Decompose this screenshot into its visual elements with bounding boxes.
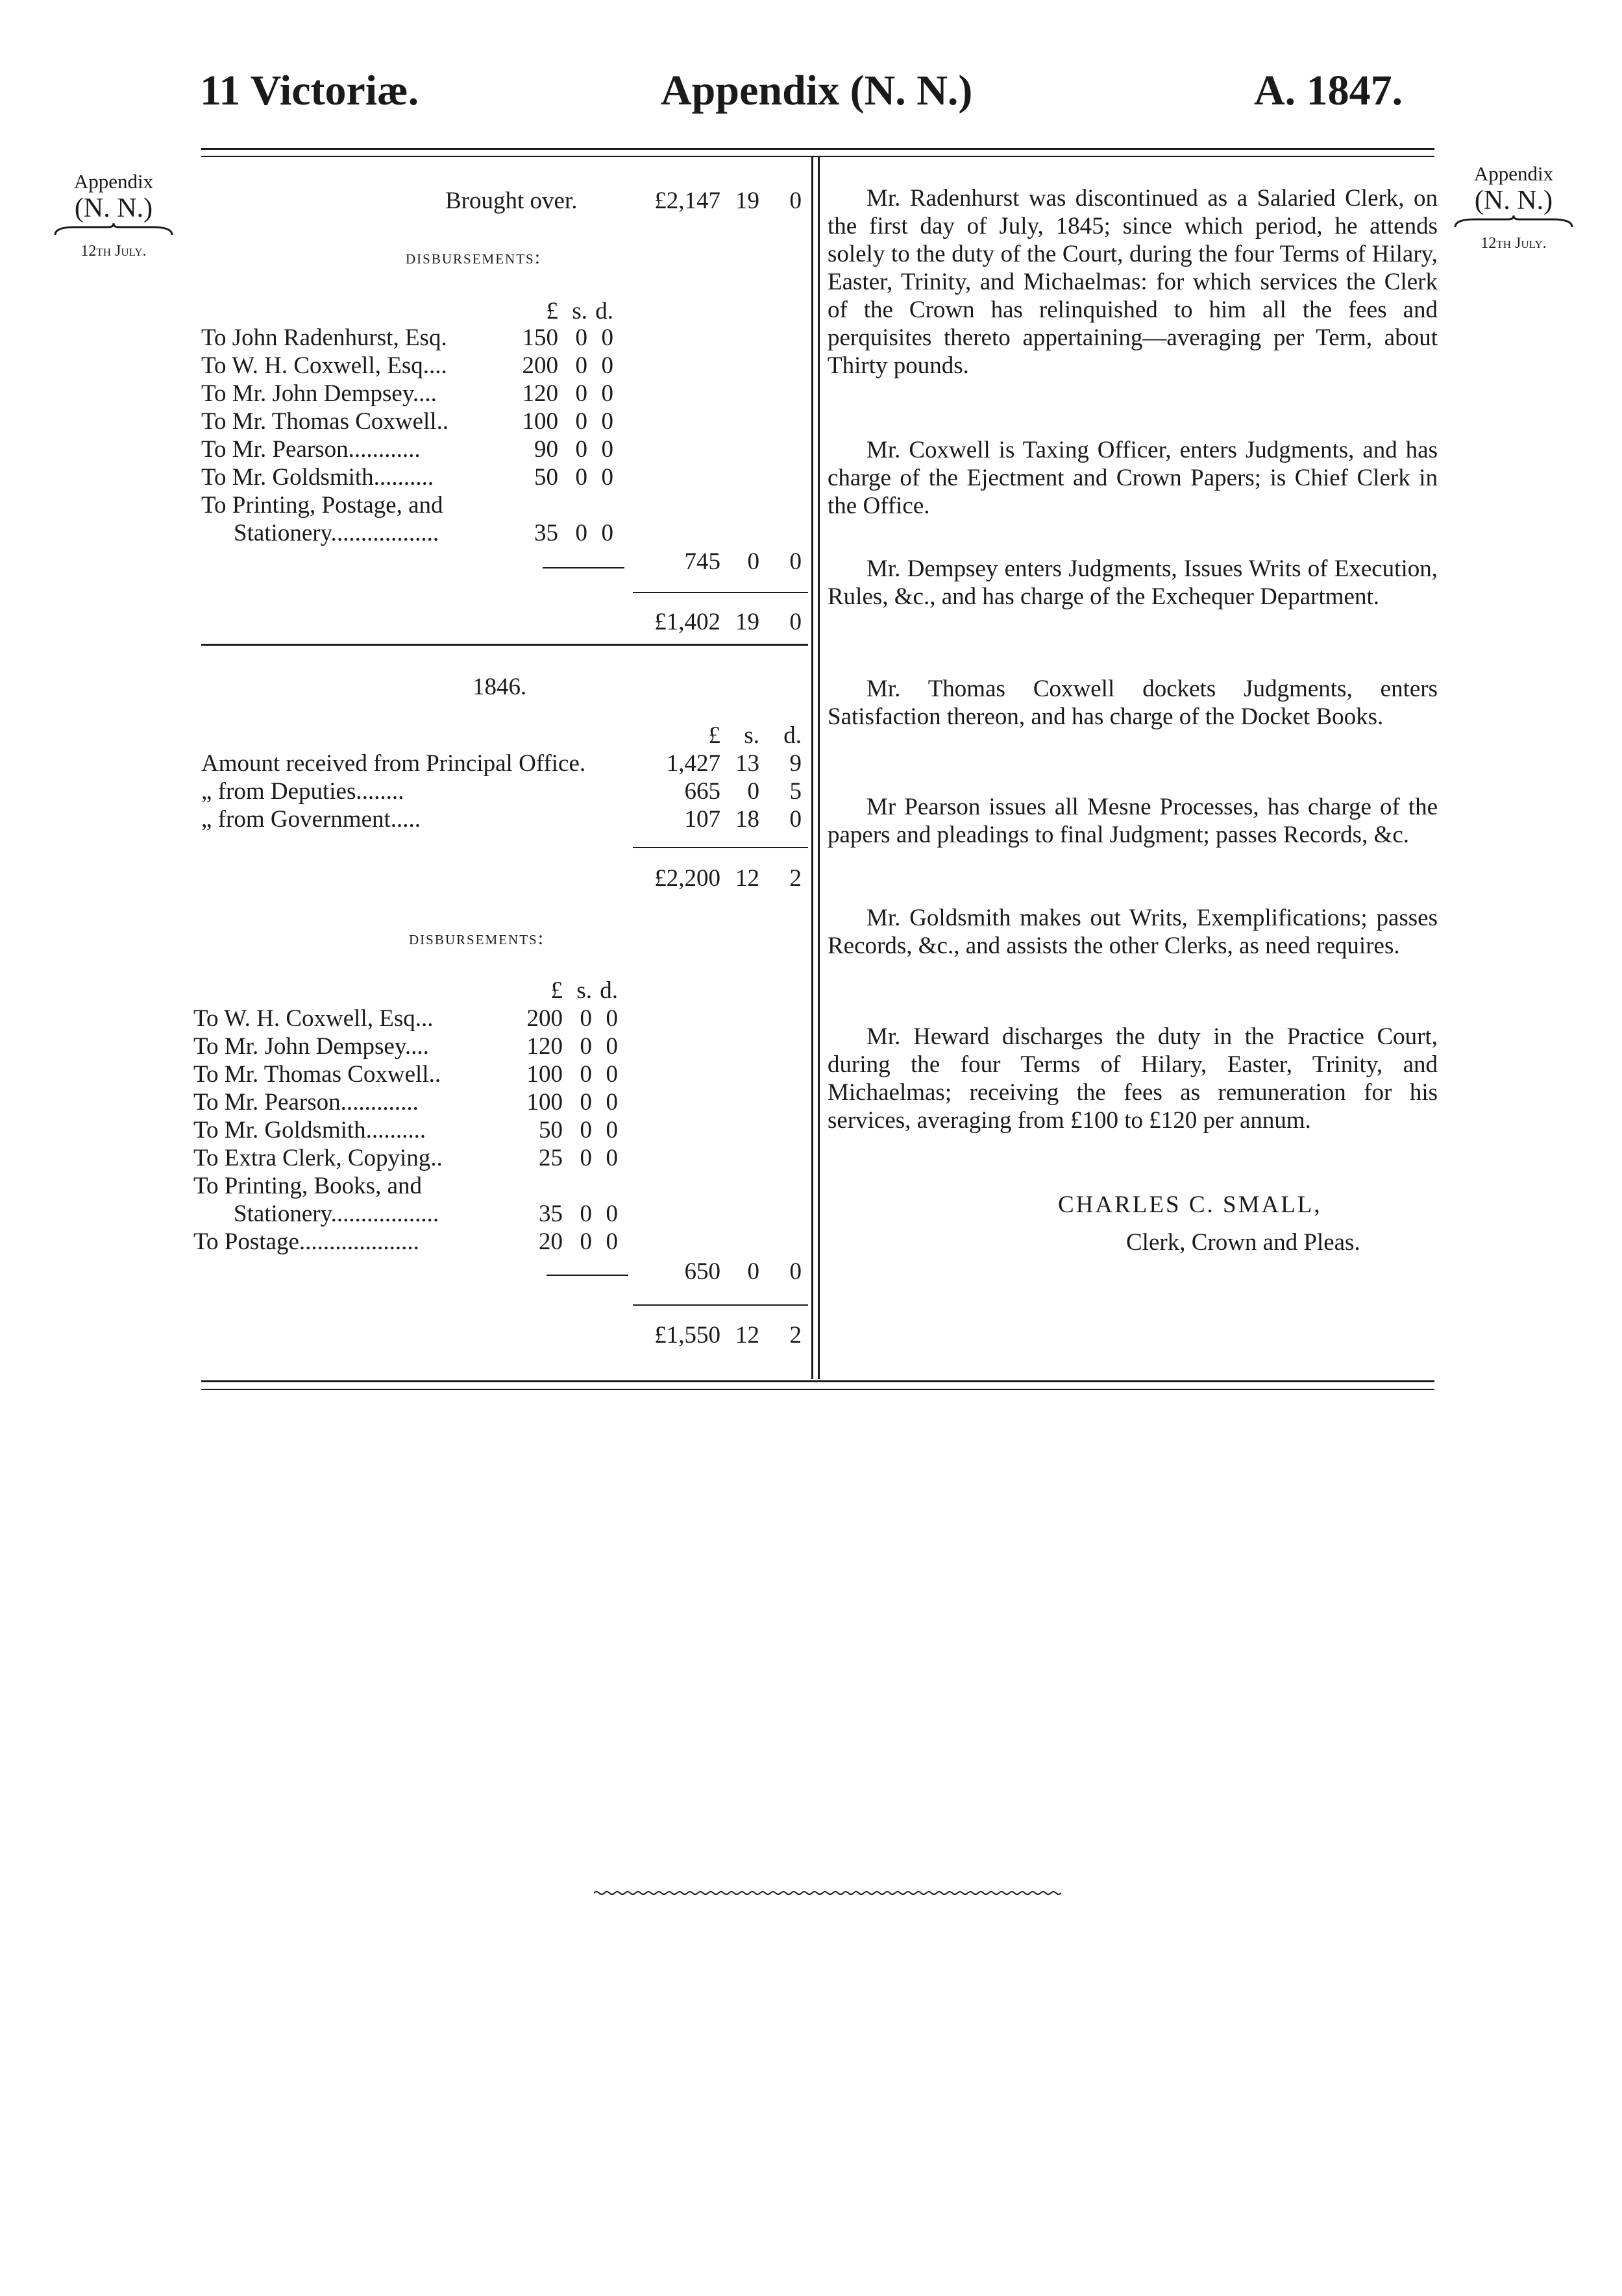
disbursement-1845-shillings: 0 [575, 520, 587, 546]
year-1846: 1846. [473, 674, 527, 700]
disbursement-1846-name: To Mr. Pearson............. [193, 1089, 419, 1116]
disbursement-1845-pence: 0 [601, 520, 613, 546]
receipt-1846-pounds: 107 [684, 806, 720, 833]
disbursement-1845-pence: 0 [601, 408, 613, 435]
margin-brace-icon-right [1449, 215, 1579, 230]
margin-date-label-right: 12th July. [1481, 235, 1547, 252]
column-divider-1 [811, 156, 813, 1379]
disbursement-1846-name: To Extra Clerk, Copying.. [193, 1145, 443, 1171]
disbursement-1846-shillings: 0 [580, 1089, 592, 1116]
receipts-total-pence-1846: 2 [789, 865, 802, 892]
disbursements-heading-1846: disbursements: [409, 927, 545, 949]
balance-rule-1845 [633, 592, 808, 593]
disbursement-1845-name: To John Radenhurst, Esq. [201, 324, 447, 351]
receipt-1846-pounds: 665 [684, 778, 720, 805]
disbursement-1845-pounds: 35 [534, 520, 558, 546]
disbursement-1845-shillings: 0 [575, 352, 587, 379]
col-head-pence-1846b: d. [600, 977, 618, 1004]
brought-over-pence: 0 [789, 188, 802, 214]
paragraph-pearson: Mr Pearson issues all Mesne Processes, has charge of the papers and pleadings to final Judgment; passes Records, &c. [828, 794, 1438, 848]
paragraph-thomas-coxwell: Mr. Thomas Coxwell dockets Judgments, enters Satisfaction thereon, and has charge of the Docket Books. [828, 676, 1438, 730]
section-rule-1845 [201, 644, 808, 646]
disbursement-1846-name: To Mr. Thomas Coxwell.. [193, 1061, 441, 1088]
receipt-1846-shillings: 0 [747, 778, 759, 805]
bottom-rule-2 [201, 1389, 1434, 1390]
disbursement-1846-pence: 0 [606, 1005, 618, 1032]
disbursement-1845-shillings: 0 [575, 324, 587, 351]
disbursement-1846-pounds: 120 [526, 1033, 563, 1060]
disbursement-1846-shillings: 0 [580, 1145, 592, 1171]
subtotal-rule-1845 [543, 567, 624, 568]
balance-shillings-1846: 12 [735, 1322, 759, 1349]
signature-name: CHARLES C. SMALL, [1058, 1191, 1322, 1218]
subtotal-rule-1846 [547, 1275, 628, 1276]
disbursement-1845-pounds: 150 [522, 324, 558, 351]
disbursement-1846-name: To W. H. Coxwell, Esq... [193, 1005, 434, 1032]
disbursement-1846-name: To Mr. John Dempsey.... [193, 1033, 429, 1060]
disbursement-1845-pence: 0 [601, 464, 613, 491]
paragraph-heward: Mr. Heward discharges the duty in the Practice Court, during the four Terms of Hilary, Easter, Trinity, and Michaelmas; receiving the fees as remuneration for his services, averaging from £100 to £120 per annum. [828, 1023, 1438, 1134]
paragraph-goldsmith: Mr. Goldsmith makes out Writs, Exemplifications; passes Records, &c., and assists the other Clerks, as need requires. [828, 905, 1438, 959]
margin-appendix-label: Appendix [73, 170, 154, 193]
margin-brace-icon [49, 223, 178, 238]
col-head-pounds-1846b: £ [550, 977, 563, 1004]
top-rule-1 [201, 148, 1434, 150]
disbursement-1845-name: Stationery.................. [234, 520, 439, 546]
bottom-rule-1 [201, 1380, 1434, 1382]
receipt-1846-shillings: 18 [735, 806, 759, 833]
disbursement-1846-shillings: 0 [580, 1061, 592, 1088]
receipts-total-pounds-1846: £2,200 [654, 865, 720, 892]
disbursement-1846-pence: 0 [606, 1061, 618, 1088]
receipt-1846-pence: 9 [789, 750, 802, 777]
disbursement-1846-shillings: 0 [580, 1117, 592, 1143]
disbursement-1845-pounds: 120 [522, 380, 558, 407]
disbursement-1846-pounds: 100 [526, 1089, 563, 1116]
col-head-pence-1845: d. [595, 298, 613, 324]
disbursement-1846-pence: 0 [606, 1117, 618, 1143]
disbursement-1845-shillings: 0 [575, 464, 587, 491]
disbursement-1845-pence: 0 [601, 380, 613, 407]
disbursement-1846-pounds: 50 [539, 1117, 563, 1143]
receipt-1846-pence: 5 [789, 778, 802, 805]
disbursement-1845-pounds: 200 [522, 352, 558, 379]
brought-over-label: Brought over. [445, 188, 578, 214]
balance-rule-1846 [633, 1304, 808, 1306]
receipt-1846-pounds: 1,427 [666, 750, 720, 777]
margin-date-label: 12th July. [80, 243, 147, 260]
receipt-1846-name: „ from Deputies........ [201, 778, 404, 805]
disbursement-1846-name: Stationery.................. [234, 1201, 439, 1227]
disbursement-1845-name: To Mr. Pearson............ [201, 436, 421, 463]
col-head-shillings-1846b: s. [576, 977, 592, 1004]
disbursement-1845-shillings: 0 [575, 380, 587, 407]
column-divider-2 [818, 156, 820, 1379]
brought-over-shillings: 19 [735, 188, 759, 214]
disbursement-1846-name: To Postage.................... [193, 1228, 419, 1255]
disb-total-shillings-1845: 0 [747, 548, 759, 575]
disb-total-pounds-1845: 745 [684, 548, 720, 575]
margin-note-left [49, 170, 178, 262]
balance-pounds-1845: £1,402 [654, 609, 720, 635]
disbursement-1845-shillings: 0 [575, 408, 587, 435]
disbursement-1845-pence: 0 [601, 436, 613, 463]
disbursement-1846-shillings: 0 [580, 1005, 592, 1032]
col-head-pounds-1845: £ [546, 298, 558, 324]
disbursement-1845-pence: 0 [601, 352, 613, 379]
receipt-1846-name: Amount received from Principal Office. [201, 750, 586, 777]
balance-shillings-1845: 19 [735, 609, 759, 635]
disb-total-pence-1846: 0 [789, 1258, 802, 1285]
disb-total-pence-1845: 0 [789, 548, 802, 575]
disbursement-1846-pence: 0 [606, 1033, 618, 1060]
col-head-shillings-1845: s. [572, 298, 587, 324]
disbursement-1846-pence: 0 [606, 1145, 618, 1171]
disbursement-1846-pounds: 200 [526, 1005, 563, 1032]
receipt-1846-name: „ from Government..... [201, 806, 421, 833]
disbursement-1846-name: To Mr. Goldsmith.......... [193, 1117, 426, 1143]
decorative-wavy-rule [594, 1890, 1061, 1896]
receipt-1846-pence: 0 [789, 806, 802, 833]
disbursement-1846-pounds: 20 [539, 1228, 563, 1255]
disbursement-1845-name: To Printing, Postage, and [201, 492, 443, 519]
disbursement-1845-name: To Mr. John Dempsey.... [201, 380, 437, 407]
balance-pence-1845: 0 [789, 609, 802, 635]
balance-pounds-1846: £1,550 [654, 1322, 720, 1349]
col-head-shillings-1846a: s. [744, 722, 759, 749]
disbursement-1846-pence: 0 [606, 1201, 618, 1227]
signature-title: Clerk, Crown and Pleas. [1126, 1229, 1360, 1256]
margin-nn-label-right: (N. N.) [1474, 186, 1553, 215]
receipts-rule-1846 [633, 847, 808, 848]
disbursement-1845-shillings: 0 [575, 436, 587, 463]
header-right: A. 1847. [1254, 67, 1403, 114]
receipt-1846-shillings: 13 [735, 750, 759, 777]
disbursement-1845-pounds: 90 [534, 436, 558, 463]
brought-over-pounds: £2,147 [654, 188, 720, 214]
margin-appendix-label-right: Appendix [1473, 162, 1554, 185]
disb-total-pounds-1846: 650 [684, 1258, 720, 1285]
disbursement-1846-pounds: 35 [539, 1201, 563, 1227]
disbursement-1846-shillings: 0 [580, 1228, 592, 1255]
disbursements-heading-1845: disbursements: [406, 247, 542, 268]
disbursement-1846-pence: 0 [606, 1089, 618, 1116]
header-left: 11 Victoriæ. [200, 67, 419, 114]
disbursement-1846-shillings: 0 [580, 1033, 592, 1060]
disbursement-1846-pence: 0 [606, 1228, 618, 1255]
paragraph-radenhurst: Mr. Radenhurst was discontinued as a Salaried Clerk, on the first day of July, 1845; since which period, he attends solely to the duty of the Court, during the four Terms of Hilary, Easter, Trinity, and Michaelmas: for which services the Clerk of the Crown has relinquished to him all the fees and perquisites thereto appertaining—averaging per Term, about Thirty pounds. [828, 185, 1438, 379]
disbursement-1846-shillings: 0 [580, 1201, 592, 1227]
margin-nn-label: (N. N.) [74, 193, 153, 223]
disb-total-shillings-1846: 0 [747, 1258, 759, 1285]
disbursement-1846-pounds: 25 [539, 1145, 563, 1171]
col-head-pounds-1846a: £ [708, 722, 720, 749]
disbursement-1845-pounds: 100 [522, 408, 558, 435]
paragraph-dempsey: Mr. Dempsey enters Judgments, Issues Writs of Execution, Rules, &c., and has charge of the Exchequer Department. [828, 556, 1438, 610]
margin-note-right [1449, 162, 1579, 254]
disbursement-1845-name: To Mr. Thomas Coxwell.. [201, 408, 449, 435]
header-center: Appendix (N. N.) [661, 67, 973, 114]
disbursement-1845-name: To Mr. Goldsmith.......... [201, 464, 434, 491]
col-head-pence-1846a: d. [783, 722, 802, 749]
disbursement-1845-pounds: 50 [534, 464, 558, 491]
disbursement-1846-pounds: 100 [526, 1061, 563, 1088]
disbursement-1845-pence: 0 [601, 324, 613, 351]
paragraph-coxwell: Mr. Coxwell is Taxing Officer, enters Judgments, and has charge of the Ejectment and Crown Papers; is Chief Clerk in the Office. [828, 437, 1438, 519]
disbursement-1846-name: To Printing, Books, and [193, 1173, 423, 1199]
balance-pence-1846: 2 [789, 1322, 802, 1349]
disbursement-1845-name: To W. H. Coxwell, Esq.... [201, 352, 447, 379]
receipts-total-shillings-1846: 12 [735, 865, 759, 892]
